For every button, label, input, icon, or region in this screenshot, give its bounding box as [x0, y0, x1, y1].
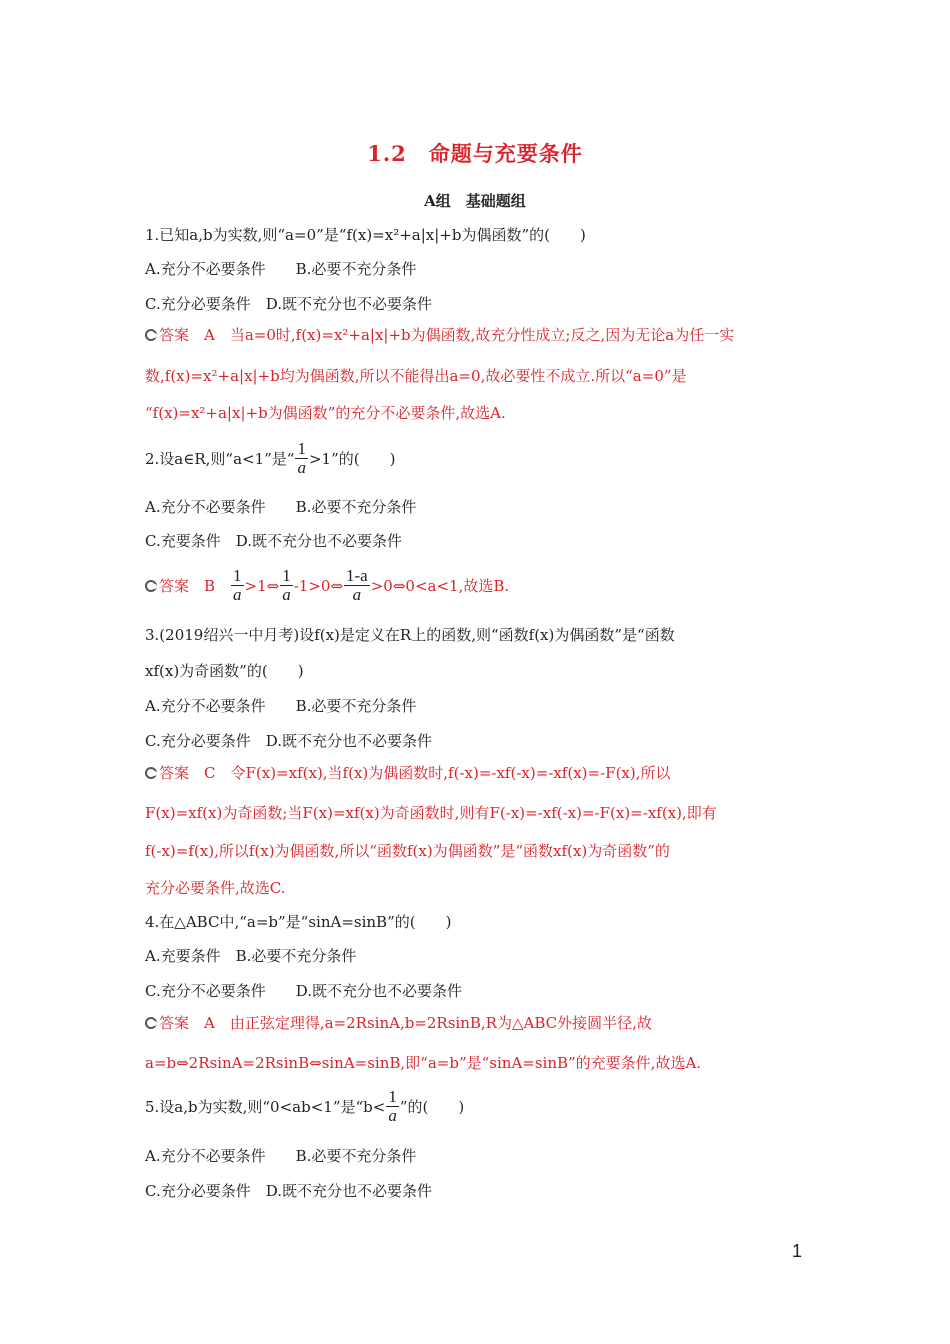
q3-options-cd: C.充分必要条件 D.既不充分也不必要条件 [145, 732, 432, 750]
q3-answer-text-1: 答案 C 令F(x)=xf(x),当f(x)为偶函数时,f(-x)=-xf(-x)=-xf(x)=-F(x),所以 [159, 764, 671, 782]
q1-options-ab: A.充分不必要条件 B.必要不充分条件 [145, 260, 417, 278]
q5-stem-pre: 5.设a,b为实数,则“0<ab<1”是“b< [145, 1097, 386, 1116]
q2-options-ab: A.充分不必要条件 B.必要不充分条件 [145, 498, 417, 516]
section-heading: A组 基础题组 [424, 192, 526, 210]
q1-answer-line-1 [145, 325, 734, 345]
q2-answer-text-2: -1>0⇔ [293, 576, 344, 595]
fraction: $\frac{1}{a}$ [282, 566, 291, 604]
q2-answer-label: 答案 B [159, 576, 231, 595]
page-number: 1 [792, 1241, 803, 1261]
q2-stem-pre: 2.设a∈R,则“a<1”是“ [145, 449, 295, 468]
fraction: $\frac{1}{a}$ [388, 1087, 397, 1125]
q1-answer-line-3: “f(x)=x²+a|x|+b为偶函数”的充分不必要条件,故选A. [145, 404, 506, 422]
q5-stem [145, 1088, 464, 1125]
q3-answer-line-3: f(-x)=f(x),所以f(x)为偶函数,所以“函数f(x)为偶函数”是“函数xf(x)为奇函数”的 [145, 842, 670, 860]
q3-answer-line-4: 充分必要条件,故选C. [145, 879, 286, 897]
q3-stem-2: xf(x)为奇函数”的( ) [145, 662, 304, 680]
q3-answer-line-1 [145, 763, 671, 783]
answer-icon [145, 1017, 157, 1029]
q2-stem [145, 440, 395, 477]
q2-answer-text-3: >0⇔0<a<1,故选B. [370, 576, 510, 595]
q2-answer-text-1: >1⇔ [244, 576, 280, 595]
q4-answer-line-2: a=b⇔2RsinA=2RsinB⇔sinA=sinB,即“a=b”是“sinA=sinB”的充要条件,故选A. [145, 1054, 702, 1072]
q2-stem-post: >1”的( ) [308, 449, 396, 468]
q1-stem: 1.已知a,b为实数,则“a=0”是“f(x)=x²+a|x|+b为偶函数”的( ) [145, 226, 586, 244]
q4-options-ab: A.充要条件 B.必要不充分条件 [145, 947, 357, 965]
q4-answer-line-1 [145, 1013, 652, 1033]
q5-options-cd: C.充分必要条件 D.既不充分也不必要条件 [145, 1182, 432, 1200]
q1-answer-line-2: 数,f(x)=x²+a|x|+b均为偶函数,所以不能得出a=0,故必要性不成立.所以“a=0”是 [145, 367, 687, 385]
q4-answer-text-1: 答案 A 由正弦定理得,a=2RsinA,b=2RsinB,R为△ABC外接圆半径,故 [159, 1014, 652, 1032]
q5-stem-post: ”的( ) [399, 1097, 465, 1116]
q3-options-ab: A.充分不必要条件 B.必要不充分条件 [145, 697, 417, 715]
answer-icon [145, 767, 157, 779]
q1-options-cd: C.充分必要条件 D.既不充分也不必要条件 [145, 295, 432, 313]
q5-options-ab: A.充分不必要条件 B.必要不充分条件 [145, 1147, 417, 1165]
q2-options-cd: C.充要条件 D.既不充分也不必要条件 [145, 532, 402, 550]
q4-options-cd: C.充分不必要条件 D.既不充分也不必要条件 [145, 982, 462, 1000]
answer-icon [145, 580, 157, 592]
q1-answer-text-1: 答案 A 当a=0时,f(x)=x²+a|x|+b为偶函数,故充分性成立;反之,因为无论a为任一实 [159, 326, 735, 344]
fraction: $\frac{1}{a}$ [233, 566, 242, 604]
fraction: $\frac{1-a}{a}$ [346, 566, 368, 604]
fraction: $\frac{1}{a}$ [297, 439, 306, 477]
q2-answer [145, 567, 509, 604]
page-title: 1.2 命题与充要条件 [367, 141, 583, 166]
q4-stem: 4.在△ABC中,“a=b”是“sinA=sinB”的( ) [145, 913, 452, 931]
q3-stem-1: 3.(2019绍兴一中月考)设f(x)是定义在R上的函数,则“函数f(x)为偶函数”是“函数 [145, 626, 675, 644]
answer-icon [145, 329, 157, 341]
q3-answer-line-2: F(x)=xf(x)为奇函数;当F(x)=xf(x)为奇函数时,则有F(-x)=-xf(-x)=-F(x)=-xf(x),即有 [145, 804, 717, 822]
